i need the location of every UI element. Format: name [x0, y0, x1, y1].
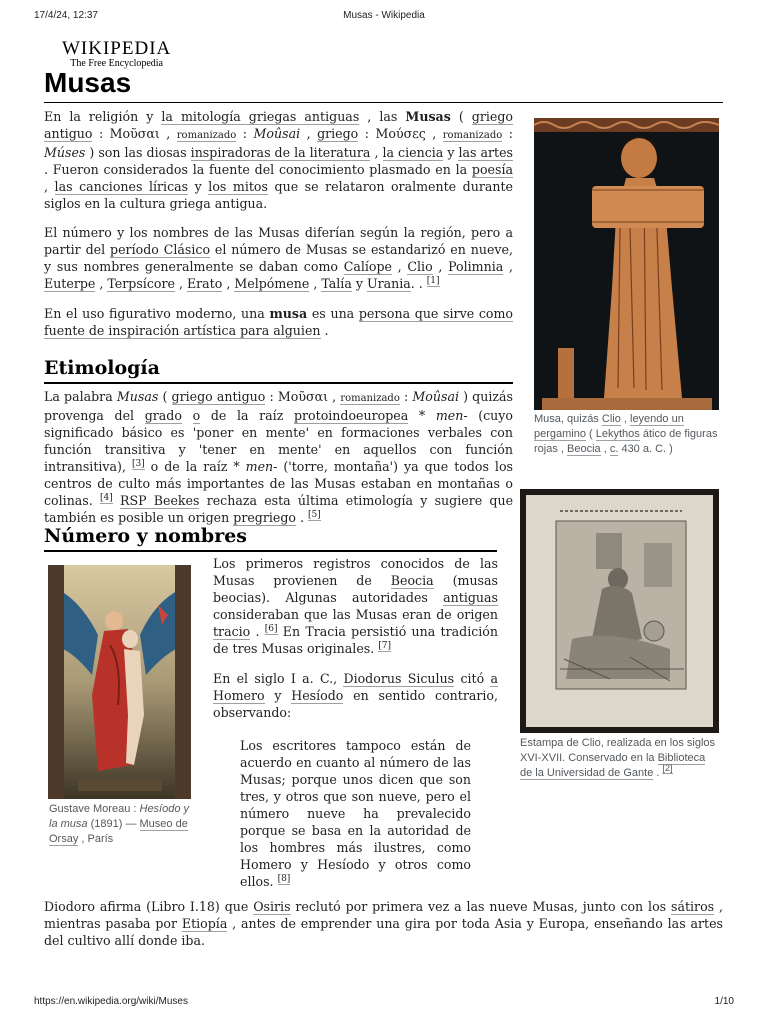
link-erato[interactable]: Erato — [186, 276, 223, 291]
link-tracio[interactable]: tracio — [213, 624, 251, 639]
reference-6[interactable]: [6] — [264, 623, 278, 634]
link-osiris[interactable]: Osiris — [253, 899, 291, 914]
print-page-number: 1/10 — [714, 996, 734, 1007]
link-pregriego[interactable]: pregriego — [233, 510, 297, 525]
link-romanizado[interactable]: romanizado — [176, 130, 237, 141]
link-clio[interactable]: Clio — [407, 259, 433, 274]
caption-link-circa[interactable]: c. — [609, 443, 619, 455]
link-grado[interactable]: grado — [144, 408, 182, 423]
reference-4[interactable]: [4] — [100, 492, 113, 503]
link-hesiodo[interactable]: Hesíodo — [291, 688, 344, 703]
link-satiros[interactable]: sátiros — [671, 899, 715, 914]
page-title: Musas — [44, 66, 723, 103]
etimologia-paragraph: La palabra Musas ( griego antiguo : Μοῦσαι , romanizado : Moûsai ) quizás provenga del grado o de la raíz protoindoeuropea * men- (cuyo significado básico es 'poner en mente' en formaciones verbales con función transitiva y 'tener en mente' en aquellos con función intransitiva), [3] o de la raíz * men- ('torre, montaña') ya que todos los centros de culto más importantes de las Musas estaban en montañas o colinas. [4] RSP Beekes rechaza esta última etimología y sugiere que también es posible un origen pregriego . [5] — [44, 389, 514, 525]
link-griego[interactable]: griego — [317, 126, 359, 141]
link-griego-antiguo[interactable]: griego antiguo — [44, 109, 514, 141]
print-tab-title: Musas - Wikipedia — [343, 10, 425, 21]
link-romanizado-3[interactable]: romanizado — [340, 393, 400, 404]
print-datetime: 17/4/24, 12:37 — [34, 10, 98, 21]
intro-paragraph-2: El número y los nombres de las Musas diferían según la región, pero a partir del período Clásico el número de Musas se estandarizó en nueve, y sus nombres generalmente se daban como Calíope , Clio , Polimnia , Euterpe , Terpsícore , Erato , Melpómene , Talía y Urania. . [1] — [44, 225, 514, 291]
link-euterpe[interactable]: Euterpe — [44, 276, 96, 291]
reference-1[interactable]: [1] — [426, 275, 440, 286]
link-talia[interactable]: Talía — [321, 276, 352, 291]
clio-engraving-image[interactable] — [520, 489, 719, 733]
link-protoindoeuropea[interactable]: protoindoeuropea — [293, 408, 409, 423]
caption-reference-2[interactable]: [2] — [662, 763, 673, 774]
caption-link-lekythos[interactable]: Lekythos — [595, 428, 640, 440]
link-urania[interactable]: Urania — [366, 276, 411, 291]
link-diodorus-siculus[interactable]: Diodorus Siculus — [343, 671, 455, 686]
caption-link-universidad-gante[interactable]: Biblioteca de la Universidad de Gante — [520, 752, 706, 779]
link-mitos[interactable]: los mitos — [208, 179, 268, 194]
reference-5[interactable]: [5] — [308, 509, 321, 520]
link-terpsicore[interactable]: Terpsícore — [107, 276, 175, 291]
link-etiopia[interactable]: Etiopía — [181, 916, 228, 931]
link-ciencia[interactable]: la ciencia — [382, 145, 444, 160]
link-persona-inspiracion[interactable]: persona que sirve como fuente de inspiración artística para alguien — [44, 306, 513, 338]
caption-link-leyendo[interactable]: leyendo un pergamino — [534, 413, 684, 440]
link-poesia[interactable]: poesía — [471, 162, 513, 177]
link-artes[interactable]: las artes — [458, 145, 513, 160]
link-griego-antiguo-2[interactable]: griego antiguo — [171, 389, 266, 404]
link-caliope[interactable]: Calíope — [343, 259, 392, 274]
logo-tagline: The Free Encyclopedia — [70, 58, 163, 69]
numero-paragraph-2: En el siglo I a. C., Diodorus Siculus citó a Homero y Hesíodo en sentido contrario, observando: — [213, 671, 498, 720]
link-inspiradoras[interactable]: inspiradoras de la literatura — [190, 145, 371, 160]
intro-paragraph-3: En el uso figurativo moderno, una musa es una persona que sirve como fuente de inspiración artística para alguien . — [44, 306, 513, 338]
numero-paragraph-3: Diodoro afirma (Libro I.18) que Osiris reclutó por primera vez a las nueve Musas, junto con los sátiros , mientras pasaba por Etiopía , antes de emprender una gira por toda Asia y Europa, enseñando las artes del cultivo allí donde iba. — [44, 899, 724, 948]
moreau-hesiodo-painting[interactable] — [48, 565, 191, 799]
reference-8[interactable]: [8] — [277, 873, 291, 884]
logo-wordmark: WIKIPEDIA — [62, 38, 172, 59]
link-homero[interactable]: a Homero — [213, 671, 498, 703]
lekythos-muse-image[interactable] — [534, 118, 719, 410]
moreau-caption: Gustave Moreau : Hesíodo y la musa (1891) — Museo de Orsay , París — [49, 803, 190, 845]
section-heading-etimologia: Etimología — [44, 356, 513, 384]
diodorus-quote: Los escritores tampoco están de acuerdo en cuanto al número de las Musas; porque unos dicen que son tres, y otros que son nueve, pero el número nueve ha prevalecido porque se basa en la autoridad de los hombres más ilustres, como Homero y Hesíodo y otros como ellos. [8] — [240, 738, 471, 889]
caption-link-beocia[interactable]: Beocia — [567, 443, 601, 455]
link-o[interactable]: o — [192, 408, 201, 423]
link-beocia[interactable]: Beocia — [390, 573, 434, 588]
print-url[interactable]: https://en.wikipedia.org/wiki/Muses — [34, 996, 188, 1007]
link-romanizado-2[interactable]: romanizado — [442, 130, 503, 141]
link-rsp-beekes[interactable]: RSP Beekes — [119, 493, 200, 508]
link-melpomene[interactable]: Melpómene — [234, 276, 310, 291]
link-antiguas[interactable]: antiguas — [443, 590, 498, 605]
reference-7[interactable]: [7] — [378, 640, 391, 651]
reference-3[interactable]: [3] — [131, 458, 145, 469]
link-polimnia[interactable]: Polimnia — [448, 259, 504, 274]
numero-paragraph-1: Los primeros registros conocidos de las Musas provienen de Beocia (musas beocias). Algunas autoridades antiguas consideraban que las Musas eran de origen tracio . [6] En Tracia persistió una tradición de tres Musas originales. [7] — [213, 556, 498, 656]
intro-paragraph-1: En la religión y la mitología griegas antiguas , las Musas ( griego antiguo : Μοῦσαι , romanizado : Moûsai , griego : Μούσες , romanizado : Múses ) son las diosas inspiradoras de la literatura , la ciencia y las artes . Fueron considerados la fuente del conocimiento plasmado en la poesía , las canciones líricas y los mitos que se relataron oralmente durante siglos en la cultura griega antigua. — [44, 109, 514, 211]
clio-engraving-caption: Estampa de Clio, realizada en los siglos XVI-XVII. Conservado en la Biblioteca de la Universidad de Gante . [2] — [520, 737, 716, 779]
link-canciones-liricas[interactable]: las canciones líricas — [54, 179, 189, 194]
caption-link-clio[interactable]: Clio — [601, 413, 621, 425]
section-heading-numero-nombres: Número y nombres — [44, 524, 497, 552]
lekythos-caption: Musa, quizás Clio , leyendo un pergamino ( Lekythos ático de figuras rojas , Beocia , c. 430 a. C. ) — [534, 413, 718, 455]
link-periodo-clasico[interactable]: período Clásico — [110, 242, 211, 257]
caption-link-museo-orsay[interactable]: Museo de Orsay — [49, 818, 188, 845]
link-mitologia-griega[interactable]: la mitología griegas antiguas — [161, 109, 360, 124]
